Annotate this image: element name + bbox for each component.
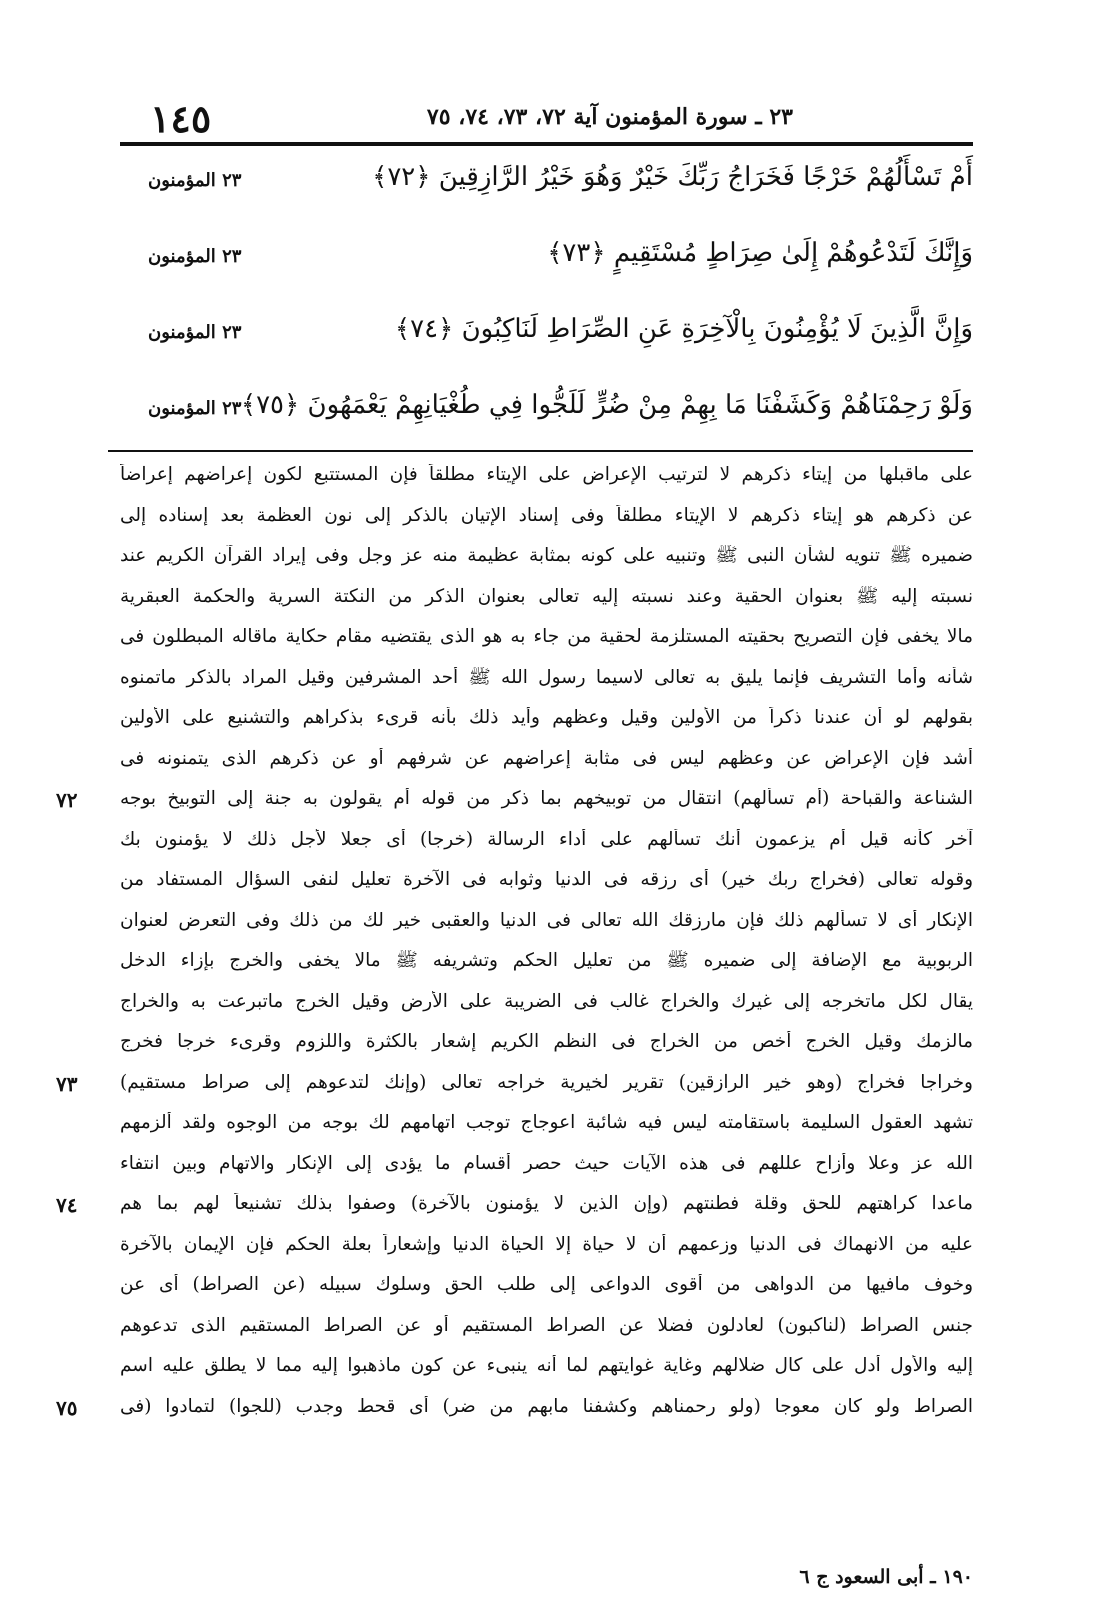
commentary-line — [90, 863, 973, 904]
commentary-line — [56, 1187, 973, 1228]
commentary-text: إليه والأول أدل على كال ضلالهم وغاية غوايتهم لما أنه ينبىء عن كون ماذهبوا إليه مما لا يطلق عليه اسم — [120, 1355, 973, 1376]
commentary-text: الإنكار أى لا تسألهم ذلك فإن مارزقك الله تعالى فى الدنيا والعقبى خير لك من ذلك وفى التعرض لعنوان — [120, 909, 973, 931]
commentary-text: على ماقبلها من إيتاء ذكرهم لا لترتيب الإعراض على الإيتاء مطلقاً فإن المستتبع لكون إعراضهم إعراضاً — [120, 464, 973, 485]
commentary-text: عليه من الانهماك فى الدنيا وزعمهم أن لا حياة إلا الحياة الدنيا وإشعاراً بعلة الحكم فإن الإيمان بالآخرة — [120, 1233, 973, 1255]
verse-row — [120, 150, 973, 226]
commentary-line — [90, 944, 973, 985]
commentary-line — [56, 782, 973, 823]
commentary-text: الله عز وعلا وأزاح عللهم فى هذه الآيات حيث حصر أقسام ما يؤدى إلى الإنكار والاتهام وبين انتفاء — [120, 1152, 973, 1174]
commentary-text: وقوله تعالى (فخراج ربك خير) أى رزقه فى الدنيا وثوابه فى الآخرة تعليل لنفى السؤال المستفاد من — [120, 869, 973, 890]
verses-section — [120, 150, 973, 454]
header-rule — [120, 142, 973, 146]
verse-text: وَلَوْ رَحِمْنَاهُمْ وَكَشَفْنَا مَا بِهِمْ مِنْ ضُرٍّ لَلَجُّوا فِي طُغْيَانِهِمْ يَعْمَهُونَ ﴿٧٥﴾ — [240, 390, 973, 420]
verse-row — [120, 302, 973, 378]
verse-text: وَإِنَّ الَّذِينَ لَا يُؤْمِنُونَ بِالْآخِرَةِ عَنِ الصِّرَاطِ لَنَاكِبُونَ ﴿٧٤﴾ — [394, 314, 973, 344]
verse-marker: ٧٥ — [56, 1395, 78, 1420]
verse-source: ٢٣ المؤمنون — [148, 398, 242, 419]
commentary-line — [56, 1390, 973, 1431]
commentary-text: آخر كأنه قيل أم يزعمون أنك تسألهم على أداء الرسالة (خرجا) أى جعلا لأجل ذلك لا يؤمنون بك — [120, 828, 973, 850]
commentary-line — [90, 580, 973, 621]
verse-marker: ٧٢ — [56, 788, 78, 812]
commentary-line — [90, 458, 973, 499]
commentary-line — [90, 620, 973, 661]
commentary-line — [90, 499, 973, 540]
commentary-text: نسبته إليه ﷺ بعنوان الحقية وعند نسبته إليه تعالى بعنوان الذكر من النكتة السرية والحكمة العبقرية — [120, 585, 973, 607]
commentary-line — [90, 1147, 973, 1188]
commentary-text: وخوف مافيها من الدواهى من أقوى الدواعى إلى طلب الحق وسلوك سبيله (عن الصراط) أى عن — [120, 1274, 973, 1295]
commentary-line — [90, 1349, 973, 1390]
commentary-text: الصراط ولو كان معوجا (ولو رحمناهم وكشفنا مابهم من ضر) أى قحط وجدب (للجوا) لتمادوا (فى — [120, 1395, 973, 1417]
verse-source: ٢٣ المؤمنون — [148, 322, 242, 343]
commentary-line — [90, 1106, 973, 1147]
commentary-text: يقال لكل ماتخرجه إلى غيرك والخراج غالب فى الضريبة على الأرض وقيل الخرج ماتبرعت به والخراج — [120, 990, 973, 1012]
commentary-line — [90, 539, 973, 580]
commentary-text: جنس الصراط (لناكبون) لعادلون فضلا عن الصراط المستقيم أو عن الصراط المستقيم الذى تدعوهم — [120, 1314, 973, 1336]
commentary-line — [90, 1228, 973, 1269]
section-divider — [108, 450, 973, 452]
commentary-text: وخراجا فخراج (وهو خير الرازقين) تقرير لخيرية خراجه تعالى (وإنك لتدعوهم إلى صراط مستقيم) — [120, 1071, 973, 1093]
page-footer: ١٩٠ ـ أبى السعود ج ٦ — [799, 1566, 973, 1588]
commentary-line — [90, 661, 973, 702]
commentary-text: تشهد العقول السليمة باستقامته ليس فيه شائبة اعوجاج توجب اتهامهم لك بوجه من الوجوه ولقد ألزمهم — [120, 1112, 973, 1133]
commentary-text: الربوبية مع الإضافة إلى ضميره ﷺ من تعليل الحكم وتشريفه ﷺ مالا يخفى والخرج بإزاء الدخل — [120, 950, 973, 971]
verse-marker: ٧٣ — [56, 1071, 78, 1096]
commentary-line — [90, 904, 973, 945]
commentary-section — [56, 458, 973, 1430]
commentary-line — [56, 1066, 973, 1107]
page-header — [120, 96, 973, 140]
verse-marker: ٧٤ — [56, 1193, 78, 1217]
commentary-line — [90, 701, 973, 742]
verse-row — [120, 226, 973, 302]
commentary-text: عن ذكرهم هو إيتاء ذكرهم لا الإيتاء مطلقاً وفى إسناد الإتيان بالذكر إلى نون العظمة بعد إسناده إلى — [120, 504, 973, 526]
commentary-text: أشد فإن الإعراض عن وعظهم ليس فى مثابة إعراضهم عن شرفهم أو عن ذكرهم الذى يتمنونه فى — [120, 747, 973, 769]
commentary-line — [90, 1025, 973, 1066]
verse-text: وَإِنَّكَ لَتَدْعُوهُمْ إِلَىٰ صِرَاطٍ مُسْتَقِيمٍ ﴿٧٣﴾ — [547, 238, 973, 268]
commentary-line — [90, 823, 973, 864]
commentary-text: شأنه وأما التشريف فإنما يليق به تعالى لاسيما رسول الله ﷺ أحد المشرفين وقيل المراد بالذكر ماتمنوه — [120, 666, 973, 688]
page-number: ١٤٥ — [150, 96, 212, 141]
verse-text: أَمْ تَسْأَلُهُمْ خَرْجًا فَخَرَاجُ رَبِّكَ خَيْرٌ وَهُوَ خَيْرُ الرَّازِقِينَ ﴿٧٢﴾ — [372, 162, 973, 192]
commentary-text: ضميره ﷺ تنويه لشأن النبى ﷺ وتنبيه على كونه بمثابة عظيمة منه عز وجل وفى إيراد القرآن الكريم عند — [120, 545, 973, 566]
verse-source: ٢٣ المؤمنون — [148, 246, 242, 267]
commentary-text: مالزمك وقيل الخرج أخص من الخراج فى النظم الكريم إشعار بالكثرة واللزوم وقرىء خرجا فخرج — [120, 1031, 973, 1052]
commentary-line — [90, 985, 973, 1026]
commentary-text: الشناعة والقباحة (أم تسألهم) انتقال من توبيخهم بما ذكر من قوله أم يقولون به جنة إلى التوبيخ بوجه — [120, 788, 973, 809]
verse-source: ٢٣ المؤمنون — [148, 170, 242, 191]
commentary-line — [90, 742, 973, 783]
commentary-text: بقولهم لو أن عندنا ذكراً من الأولين وقيل وعظهم وأيد ذلك بأنه قرىء بذكراهم والتشنيع على الأولين — [120, 707, 973, 728]
verse-row — [120, 378, 973, 454]
commentary-line — [90, 1309, 973, 1350]
commentary-text: مالا يخفى فإن التصريح بحقيته المستلزمة لحقية من جاء به هو الذى يقتضيه مقام حكاية ماقاله المبطلون فى — [120, 626, 973, 647]
commentary-line — [90, 1268, 973, 1309]
header-title: ٢٣ ـ سورة المؤمنون آية ٧٢، ٧٣، ٧٤، ٧٥ — [426, 104, 793, 130]
commentary-text: ماعدا كراهتهم للحق وقلة فطنتهم (وإن الذين لا يؤمنون بالآخرة) وصفوا بذلك تشنيعاً لهم بما هم — [120, 1193, 973, 1214]
